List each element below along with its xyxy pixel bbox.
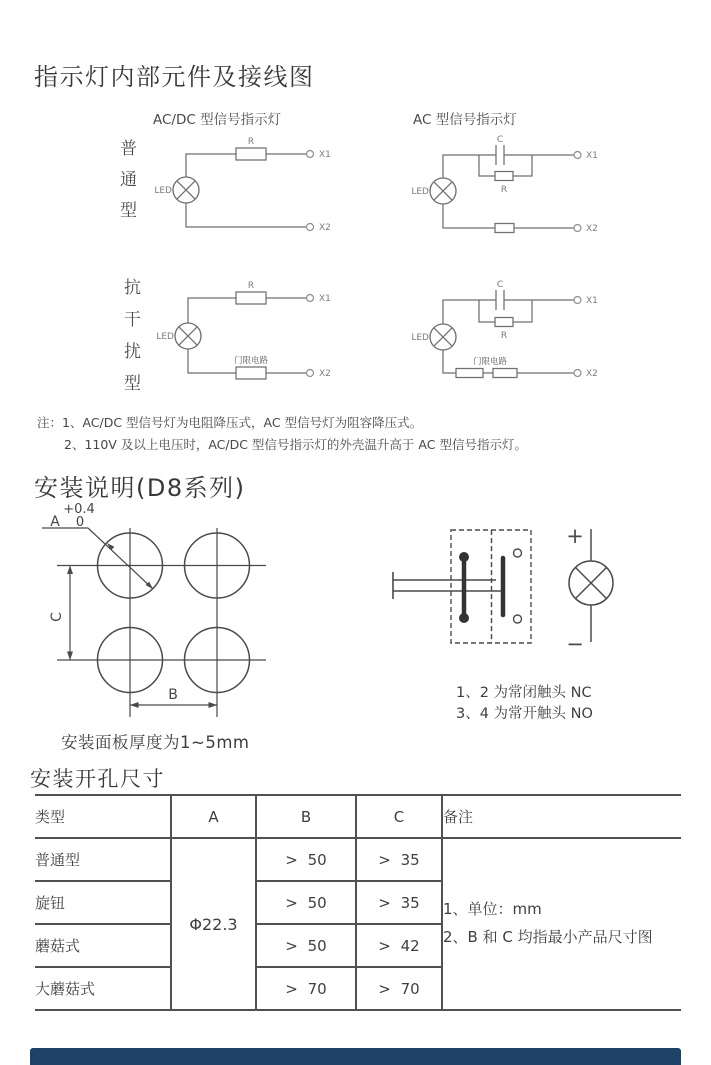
- cell-b: > 70: [256, 967, 356, 1010]
- no-contact-terminal: [514, 615, 522, 623]
- cell-remark-merged: [442, 838, 681, 1010]
- header-c: C: [356, 795, 442, 838]
- cutout-dimension-table: [35, 794, 681, 1011]
- header-remark: 备注: [442, 795, 681, 838]
- wire: [188, 298, 236, 323]
- capacitor-label: C: [496, 135, 504, 145]
- wire: [513, 300, 532, 322]
- wire: [443, 204, 495, 228]
- wiring-note-1: 注：1、AC/DC 型信号灯为电阻降压式，AC 型信号灯为阻容降压式。: [37, 415, 423, 430]
- dim-a-label: A: [50, 514, 60, 530]
- arrowhead: [67, 566, 73, 575]
- resistor-label: R: [247, 281, 255, 291]
- x1-label: X1: [586, 296, 598, 306]
- terminal-x2: [307, 370, 314, 377]
- contact-block-drawing: [385, 515, 675, 660]
- wire: [443, 350, 456, 373]
- wire: [188, 349, 236, 373]
- led-label: LED: [411, 187, 429, 197]
- x1-label: X1: [586, 151, 598, 161]
- x2-label: X2: [319, 369, 331, 379]
- arrowhead: [209, 702, 218, 708]
- led-label: LED: [156, 332, 174, 342]
- circuit-ac-anti-interference: [410, 280, 610, 390]
- row-label-anti-interference-type: [124, 280, 141, 393]
- header-a: A: [171, 795, 256, 838]
- cell-b: > 50: [256, 924, 356, 967]
- cell-a-merged: Φ22.3: [171, 838, 256, 1010]
- cell-c: > 70: [356, 967, 442, 1010]
- cell-b: > 50: [256, 881, 356, 924]
- vlabel-char: 型: [124, 374, 141, 394]
- capacitor-label: C: [496, 280, 504, 290]
- remark-line: 2、B 和 C 均指最小产品尺寸图: [443, 928, 653, 946]
- resistor-label: R: [500, 331, 508, 341]
- resistor-symbol: [236, 148, 266, 160]
- column-header-acdc-lamp: AC/DC 型信号指示灯: [153, 112, 282, 128]
- remark-line: 1、单位：mm: [443, 900, 542, 919]
- cell-type: 普通型: [35, 838, 171, 881]
- wiring-note-2: 2、110V 及以上电压时，AC/DC 型信号指示灯的外壳温升高于 AC 型信号指示灯。: [64, 437, 527, 452]
- tolerance-plus-label: +0.4: [63, 502, 95, 517]
- cell-type: 蘑菇式: [35, 924, 171, 967]
- x2-label: X2: [586, 369, 598, 379]
- circuit-acdc-anti-interference: [140, 280, 340, 390]
- circuit-acdc-ordinary: [140, 135, 340, 245]
- x1-label: X1: [319, 150, 331, 160]
- row-label-ordinary-type: [120, 141, 137, 220]
- section-title-cutout: 安装开孔尺寸: [30, 767, 165, 791]
- table-row: [35, 838, 681, 881]
- cell-type: 大蘑菇式: [35, 980, 96, 998]
- table-header-row: [35, 795, 681, 838]
- nc-contact-note: 1、2 为常闭触头 NC: [456, 685, 592, 701]
- wire: [443, 300, 496, 324]
- vlabel-char: 型: [120, 201, 137, 221]
- panel-thickness-note: 安装面板厚度为1~5mm: [61, 733, 250, 752]
- led-label: LED: [411, 333, 429, 343]
- plus-symbol: +: [566, 524, 584, 548]
- wire: [443, 155, 496, 178]
- vlabel-char: 扰: [124, 342, 141, 362]
- threshold-circuit-box: [456, 369, 483, 378]
- wire: [479, 155, 495, 176]
- vlabel-char: 抗: [124, 278, 141, 298]
- tolerance-zero-label: 0: [75, 515, 85, 530]
- threshold-label: 门限电路: [472, 357, 508, 367]
- arrowhead: [130, 702, 139, 708]
- threshold-circuit-box: [236, 367, 266, 379]
- vlabel-char: 普: [120, 139, 137, 159]
- mounting-hole-drawing: [30, 495, 310, 755]
- nc-contact-dot: [459, 552, 469, 562]
- no-contact-note: 3、4 为常开触头 NO: [456, 706, 593, 722]
- header-type: 类型: [35, 795, 171, 838]
- minus-symbol: −: [566, 632, 584, 656]
- cell-b: > 50: [256, 838, 356, 881]
- wire: [513, 155, 532, 176]
- resistor-symbol: [495, 172, 513, 181]
- section-title-install: 安装说明(D8系列): [34, 474, 246, 502]
- no-contact-terminal: [514, 549, 522, 557]
- cell-c: > 35: [356, 838, 442, 881]
- x2-label: X2: [319, 223, 331, 233]
- cell-c: > 35: [356, 881, 442, 924]
- terminal-x1: [307, 151, 314, 158]
- column-header-ac-lamp: AC 型信号指示灯: [413, 112, 517, 128]
- dim-b-label: B: [168, 687, 178, 703]
- terminal-x1: [307, 295, 314, 302]
- wire: [186, 203, 306, 227]
- vlabel-char: 干: [124, 310, 141, 330]
- resistor-label: R: [500, 185, 508, 195]
- x1-label: X1: [319, 294, 331, 304]
- dim-c-label: C: [49, 612, 65, 622]
- threshold-circuit-box: [493, 369, 517, 378]
- resistor-symbol: [236, 292, 266, 304]
- led-label: LED: [154, 186, 172, 196]
- footer-bar: [30, 1048, 681, 1065]
- terminal-x2: [574, 370, 581, 377]
- wire: [186, 154, 236, 177]
- header-b: B: [256, 795, 356, 838]
- wire: [479, 300, 495, 322]
- terminal-x2: [574, 225, 581, 232]
- nc-contact-dot: [459, 613, 469, 623]
- cell-type: 旋钮: [35, 881, 171, 924]
- terminal-x1: [574, 297, 581, 304]
- vlabel-char: 通: [120, 170, 137, 190]
- x2-label: X2: [586, 224, 598, 234]
- terminal-x2: [307, 224, 314, 231]
- cell-c: > 42: [356, 924, 442, 967]
- arrowhead: [67, 652, 73, 661]
- circuit-ac-ordinary: [410, 135, 610, 245]
- resistor-symbol: [495, 318, 513, 327]
- resistor-label: R: [247, 137, 255, 147]
- section-title-wiring: 指示灯内部元件及接线图: [34, 63, 315, 91]
- resistor-symbol: [495, 224, 514, 233]
- threshold-label: 门限电路: [233, 356, 269, 366]
- terminal-x1: [574, 152, 581, 159]
